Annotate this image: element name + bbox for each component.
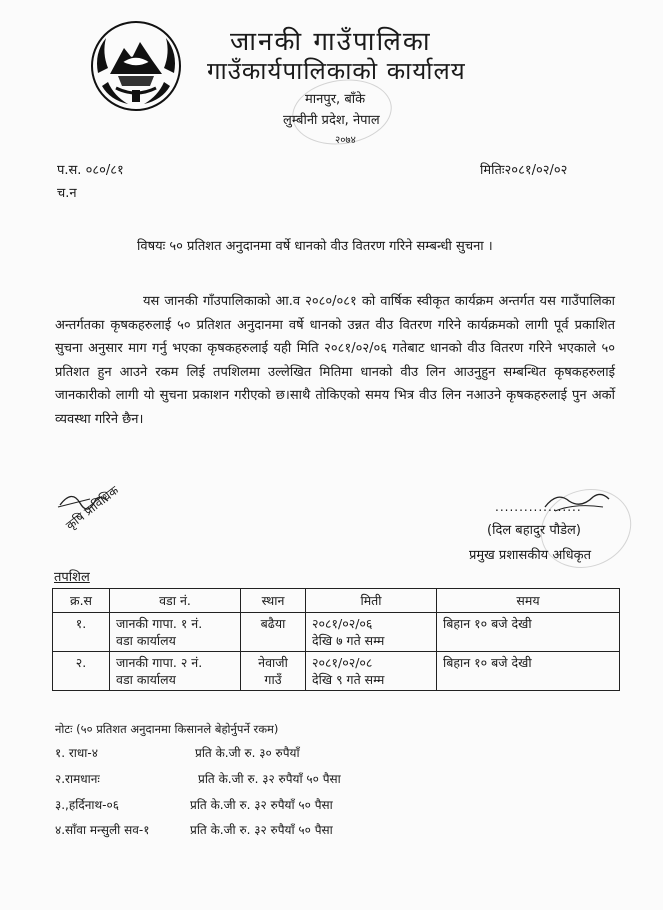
rate-variety: २.रामधानः	[55, 772, 100, 786]
signature-line: ..................	[495, 500, 582, 514]
agri-technician-title: कृषि प्राविधिक	[63, 483, 122, 533]
cell-date: २०८१/०२/०८ देखि ९ गते सम्म	[306, 652, 437, 691]
signatory-name: (दिल बहादुर पौडेल)	[487, 523, 581, 538]
subject-line: विषयः ५० प्रतिशत अनुदानमा वर्षे धानको वीउ वितरण गरिने सम्बन्धी सुचना ।	[137, 239, 493, 254]
cell-ward: जानकी गापा. १ नं. वडा कार्यालय	[110, 613, 241, 652]
distribution-schedule-table	[52, 588, 620, 691]
office-province: लुम्बीनी प्रदेश, नेपाल	[283, 113, 380, 128]
letter-date: मितिः२०८१/०२/०२	[480, 163, 568, 178]
rate-variety: ४.साँवा मन्सुली सव-१	[55, 823, 150, 837]
col-date: मिती	[306, 589, 437, 613]
table-row	[53, 652, 620, 691]
office-name: गाउँकार्यपालिकाको कार्यालय	[207, 57, 466, 85]
schedule-caption: तपशिल	[54, 570, 90, 585]
cell-serial: १.	[53, 613, 110, 652]
col-time: समय	[437, 589, 620, 613]
rate-price: प्रति के.जी रु. ३२ रुपैयाँ ५० पैसा	[198, 772, 341, 786]
dispatch-number: च.न	[57, 186, 77, 201]
rate-price: प्रति के.जी रु. ३० रुपैयाँ	[195, 746, 300, 760]
signatory-title: प्रमुख प्रशासकीय अधिकृत	[469, 548, 592, 563]
rate-variety: ३.,हर्दिनाथ-०६	[55, 798, 119, 812]
cell-place: बढैया	[241, 613, 306, 652]
rate-price: प्रति के.जी रु. ३२ रुपैयाँ ५० पैसा	[190, 798, 333, 812]
cell-serial: २.	[53, 652, 110, 691]
municipality-name: जानकी गाउँपालिका	[230, 27, 432, 57]
note-title: नोटः (५० प्रतिशत अनुदानमा किसानले बेहोर्नुपर्ने रकम)	[55, 722, 279, 736]
cell-ward: जानकी गापा. २ नं. वडा कार्यालय	[110, 652, 241, 691]
table-header-row	[53, 589, 620, 613]
col-place: स्थान	[241, 589, 306, 613]
nepal-emblem-logo	[88, 18, 184, 114]
rate-variety: १. राधा-४	[55, 746, 98, 760]
cell-time: बिहान १० बजे देखी	[437, 652, 620, 691]
letter-reference-number: प.स. ०८०/८१	[57, 163, 124, 178]
cell-time: बिहान १० बजे देखी	[437, 613, 620, 652]
established-year: २०७४	[335, 135, 356, 146]
col-ward: वडा नं.	[110, 589, 241, 613]
cell-place: नेवाजी गाउँ	[241, 652, 306, 691]
rate-price: प्रति के.जी रु. ३२ रुपैयाँ ५० पैसा	[190, 823, 333, 837]
notice-body: यस जानकी गाँउपालिकाको आ.व २०८०/०८१ को वार्षिक स्वीकृत कार्यक्रम अन्तर्गत यस गाउँपालिका अन्तर्गतका कृषकहरुलाई ५० प्रतिशत अनुदानमा वर्षे धानको उन्नत वीउ वितरण गरिने कार्यक्रमको लागी पूर्व प्रकाशित सुचना अनुसार माग गर्नु भएका कृषकहरुलाई यही मिति २०८१/०२/०६ गतेबाट धानको वीउ वितरण गरिने भएकाले ५० प्रतिशत हुन आउने रकम लिई तपशिलमा उल्लेखित मितिमा धानको वीउ लिन आउनुहुन सम्बन्धित कृषकहरुलाई जानकारीको लागी यो सुचना प्रकाशन गरीएको छ।साथै तोकिएको समय भित्र वीउ लिन नआउने कृषकहरुलाई पुन अर्को व्यवस्था गरिने छैन।	[55, 294, 615, 427]
cell-date: २०८१/०२/०६ देखि ७ गते सम्म	[306, 613, 437, 652]
table-row	[53, 613, 620, 652]
office-location: मानपुर, बाँके	[305, 92, 366, 107]
col-serial: क्र.स	[53, 589, 110, 613]
